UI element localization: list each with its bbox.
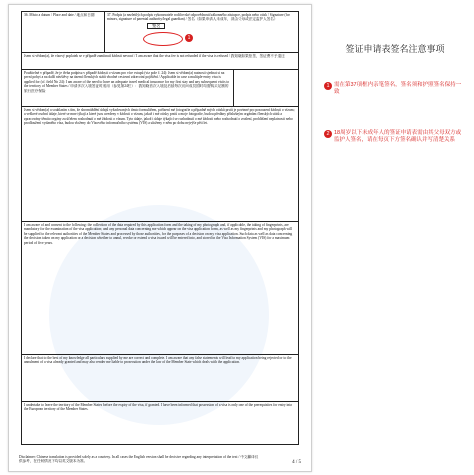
insurance-row xyxy=(22,70,298,107)
page-number: 4 / 5 xyxy=(292,460,301,465)
panel-title: 签证申请表签名注意事项 xyxy=(345,44,445,54)
declaration-row xyxy=(22,355,298,402)
consent-english: I am aware of and consent to the following: the collection of the data required by this application form and the taking of my photograph and, if applicable, the taking of fingerprints, are mandatory for the examination of the visa application; and any personal data concerning me which appear on the visa application form, as well as my fingerprints and my photograph will be supplied to the relevant authorities of the Member States and processed by those authorities, for the purposes of a decision on my visa application. Such data as well as data concerning the decision taken on my application or a decision whether to annul, revoke or extend a visa issued will be entered into, and stored in the Visa Information System (VIS) for a maximum period of five years. xyxy=(24,223,293,245)
note-1 xyxy=(326,82,462,96)
signature-highlight xyxy=(143,32,183,46)
consent-czech-row xyxy=(22,107,298,222)
consent-czech: Jsem si vědom(a) a souhlasím s tím, že shromáždění údajů vyžadovaných tímto formulářem, pořízení mé fotografie a případně mých otisků prstů je povinné pro posouzení žádosti o vízum; a veškeré osobní údaje, které se mne týkají a které jsou uvedeny v žádosti o vízum, jakož i mé otisky prstů a moje fotografie, budou předány příslušným orgánům členských států a zpracovány těmito orgány za účelem rozhodnutí o mé žádosti o vízum. Tyto údaje, jakož i údaje týkající se rozhodnutí o mé žádosti nebo rozhodnutí o zrušení, prohlášení neplatnosti nebo prodloužení vydaného víza, budou vloženy do Vízového informačního systému (VIS) a uloženy v něm po dobu nejvýše pěti let. xyxy=(24,108,295,126)
note-1-text: 需在第37项框内亲笔签名，签名须和护照签名保持一致 xyxy=(334,82,462,96)
note-2 xyxy=(326,130,462,144)
declaration-text: I declare that to the best of my knowledge all particulars supplied by me are correct and complete. I am aware that any false statements will lead to my application being rejected or to the annulment of a visa already granted and may also render me liable to prosecution under the law of the Member State which deals with the application. xyxy=(24,356,292,365)
fee-note: Jsem si vědom(a), že vízový poplatek se v případě zamítnutí žádosti nevrací / I am aware that the visa fee is not refunded if the visa is refused / 我知晓如果拒签，签证费不予退还 xyxy=(24,54,285,58)
signature-field[interactable]: 签名 xyxy=(147,23,165,29)
place-date-label: 36. Místo a datum / Place and date / 地点和日期 xyxy=(24,13,95,17)
consent-english-row xyxy=(22,222,298,355)
form-page xyxy=(8,4,312,472)
insurance-note: Použitelné v případě, že je třeba podpisu v případě žádosti o vízum pro více vstupů (viz pole č. 24): Jsem si vědom(a) nutnosti sjednat si na první pobyt a na další návštěvy na území členských států vhodné cestovní zdravotní pojištění / Applicable in case a multiple-entry visa is applied for (cf. field No 24): I am aware of the need to have an adequate travel medical insurance for my first stay and any subsequent visits to the territory of Member States / 申请多次入境签证时适用（参见第24栏）：我知晓首次入境及后续每次访问成员国时均需购买足额的旅行医疗保险 xyxy=(24,71,230,93)
marker-1: 1 xyxy=(185,34,193,42)
insurance-signature-cell[interactable] xyxy=(233,70,298,106)
disclaimer: Disclaimer: Chinese translation is provided solely as a courtesy. In all cases the English version shall be decisive regarding any interpretation of the text / 中文翻译仅供参考，在任何情况下均以英文版本为准。 xyxy=(19,454,259,463)
note-1-bullet: 1 xyxy=(324,82,332,90)
place-date-cell xyxy=(22,12,104,52)
signature-row xyxy=(22,12,298,53)
undertake-row xyxy=(22,402,298,444)
note-2-text: 18周岁以下未成年人的签证申请表需由其父母双方或监护人签名，请在每页下方签名确认并写清楚关系 xyxy=(334,130,462,144)
signature-label: 37. Podpis (a nezletilých podpis vykonavatele rodičovské odpovědnosti/zákonného zástupce, podpis nebo otisk / Signature (for minors, signature of parental authority/legal guardian) / 签名（如果申请人未成年，须由父母或法定监护人签名） xyxy=(107,13,290,22)
undertake-text: I undertake to leave the territory of the Member States before the expiry of the visa, if granted. I have been informed that possession of a visa is only one of the prerequisites for entry into the European territory of the Member States. xyxy=(24,403,293,412)
note-2-bullet: 2 xyxy=(324,130,332,138)
fee-row xyxy=(22,53,298,70)
application-form xyxy=(21,11,299,445)
signature-cell xyxy=(104,12,298,52)
instructions-panel xyxy=(316,0,474,475)
insurance-cell xyxy=(22,70,233,106)
